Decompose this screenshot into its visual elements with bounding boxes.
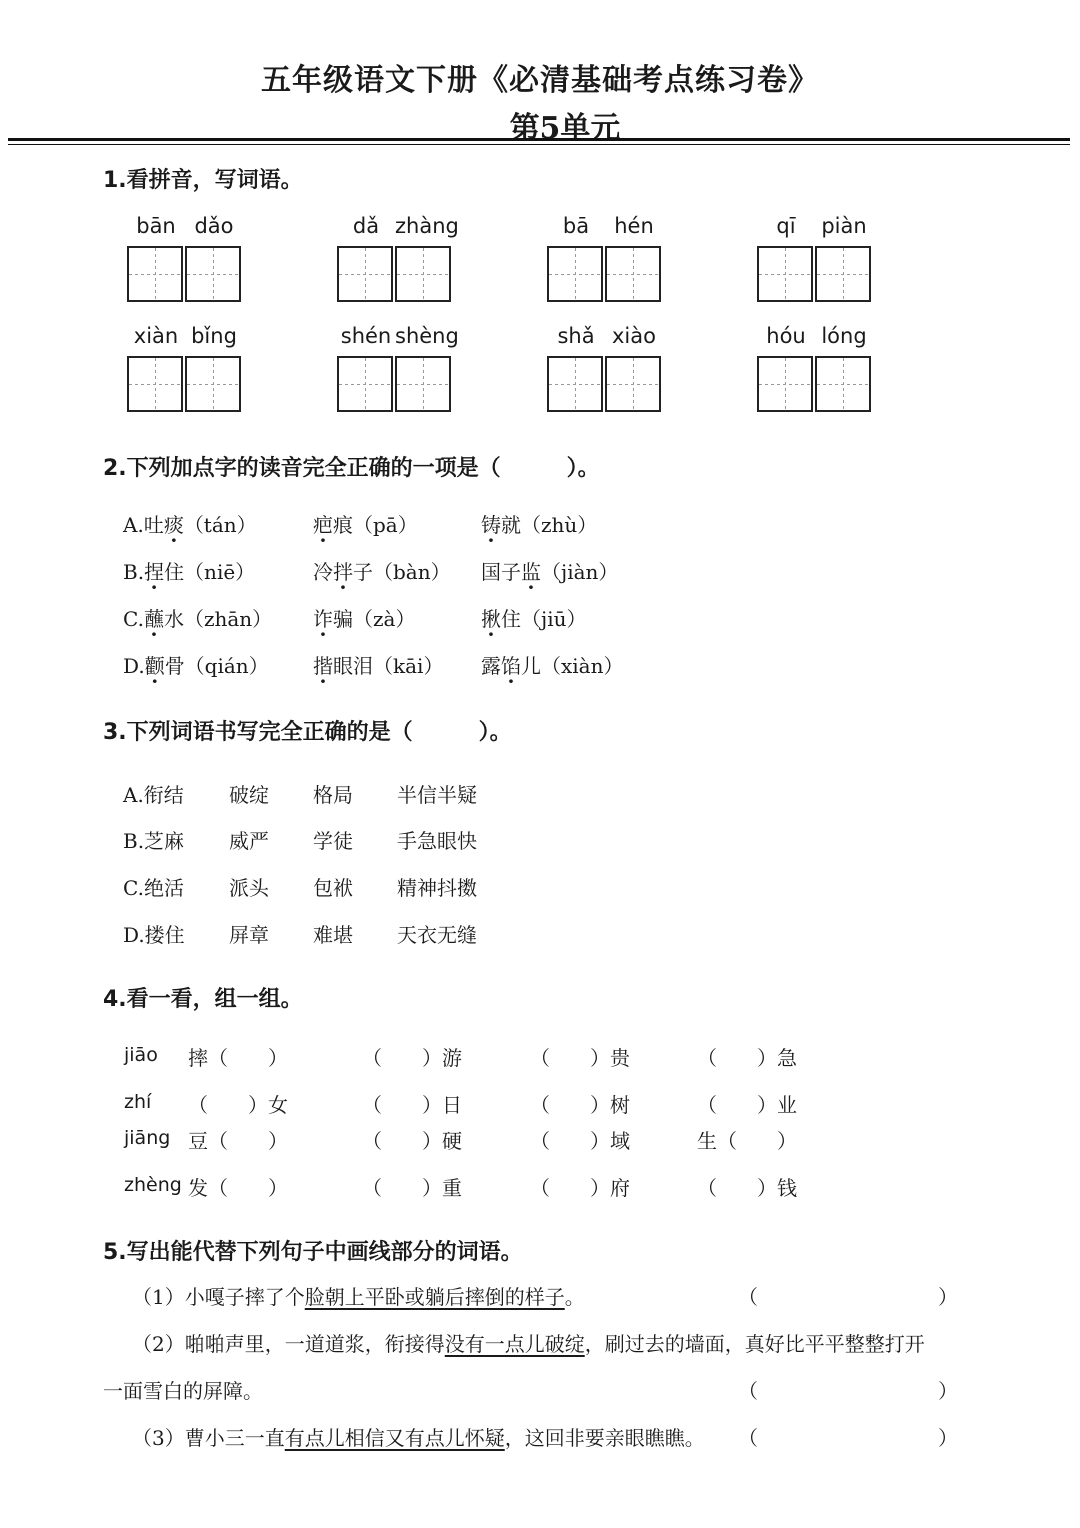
q5-blank-3[interactable]: （ ） [738,1426,958,1450]
q3-word: 威严 [229,829,269,853]
q5-sentence-2-line-2: 一面雪白的屏障。 [103,1379,263,1403]
q2-option-item [123,556,255,585]
q3-word: 手急眼快 [397,829,477,853]
q4-blank-cell[interactable]: （ ）钱 [697,1176,797,1200]
tianzige-writing-box[interactable] [395,246,451,302]
q4-blank-cell[interactable]: （ ）域 [530,1129,630,1153]
pinyin-syllable: hóu [766,324,806,348]
q3-word: 天衣无缝 [397,923,477,947]
pinyin-syllable: zhàng [395,214,459,238]
question-2-heading: 2.下列加点字的读音完全正确的一项是（ ）。 [103,456,600,481]
q5-s1-end: 。 [564,1285,585,1309]
q4-blank-cell[interactable]: （ ）重 [362,1176,462,1200]
q5-blank-2[interactable]: （ ） [738,1379,958,1403]
q3-word: D.搂住 [123,923,185,947]
pinyin-syllable: hén [614,214,654,238]
q3-word: C.绝活 [123,876,184,900]
q2-option-item [481,650,623,679]
q2-dotted-char: 蘸 [143,607,164,631]
header-rule-thick [8,138,1070,141]
q2-option-item [123,509,257,538]
q2-dotted-char: 揩 [313,654,333,678]
pinyin-syllable: xiào [612,324,656,348]
q2-dotted-char: 铸 [481,513,501,537]
q4-pinyin: zhí [124,1091,152,1113]
q2-option-prefix: D. [123,654,145,678]
q5-s2-text: （2）啪啪声里，一道道浆，衔接得 [132,1332,445,1356]
q3-word: 难堪 [313,923,353,947]
q5-s1-underlined: 脸朝上平卧或躺后摔倒的样子 [304,1285,565,1309]
q3-word: B.芝麻 [123,829,185,853]
tianzige-writing-box[interactable] [605,246,661,302]
tianzige-writing-box[interactable] [127,356,183,412]
q2-dotted-char: 疤 [313,513,333,537]
q2-option-prefix: C. [123,607,144,631]
tianzige-writing-box[interactable] [185,246,241,302]
q3-word: 派头 [229,876,269,900]
q2-dotted-char: 颧 [144,654,165,678]
q4-blank-cell[interactable]: 豆（ ） [188,1129,288,1153]
question-4-heading: 4.看一看，组一组。 [103,987,303,1012]
q2-dotted-char: 拌 [333,560,353,584]
tianzige-writing-box[interactable] [185,356,241,412]
q2-dotted-char: 诈 [313,607,333,631]
q5-s3-text: （3）曹小三一直 [132,1426,285,1450]
q2-option-prefix: A.吐 [123,513,164,537]
tianzige-writing-box[interactable] [337,356,393,412]
tianzige-writing-box[interactable] [337,246,393,302]
tianzige-writing-box[interactable] [127,246,183,302]
pinyin-syllable: shén [340,324,392,348]
question-1-heading: 1.看拼音，写词语。 [103,168,303,193]
q5-s2-end: ，刷过去的墙面，真好比平平整整打开 [584,1332,925,1356]
header-rule-thin [8,144,1070,145]
q4-blank-cell[interactable]: （ ）府 [530,1176,630,1200]
q2-option-item [313,509,418,538]
page-subtitle: 第5单元 [509,111,621,146]
q2-option-prefix: B. [123,560,145,584]
q3-word: 破绽 [229,783,269,807]
q4-blank-cell[interactable]: 摔（ ） [188,1046,288,1070]
q2-option-item [481,509,597,538]
q2-option-item [123,603,272,632]
q2-option-rest: 就（zhù） [501,513,598,537]
pinyin-syllable: bān [136,214,176,238]
q2-option-item [123,650,269,679]
q2-option-rest: 骨（qián） [164,654,269,678]
tianzige-writing-box[interactable] [605,356,661,412]
q2-dotted-char: 揪 [481,607,501,631]
pinyin-syllable: lóng [821,324,867,348]
q3-word: 屏章 [229,923,269,947]
q4-blank-cell[interactable]: （ ）树 [530,1093,630,1117]
pinyin-syllable: bā [562,214,590,238]
tianzige-writing-box[interactable] [815,246,871,302]
pinyin-syllable: qī [776,214,796,238]
page-title: 五年级语文下册《必清基础考点练习卷》 [261,63,819,98]
q2-option-item [313,603,415,632]
q2-option-item [481,556,618,585]
q2-option-rest: 住（jiū） [501,607,587,631]
q2-dotted-char: 馅 [501,654,521,678]
tianzige-writing-box[interactable] [757,356,813,412]
q4-blank-cell[interactable]: （ ）女 [188,1093,288,1117]
q3-word: 学徒 [313,829,353,853]
pinyin-syllable: bǐng [191,324,237,348]
tianzige-writing-box[interactable] [815,356,871,412]
q2-option-rest: 眼泪（kāi） [333,654,444,678]
q3-word: A.衔结 [123,783,184,807]
tianzige-writing-box[interactable] [757,246,813,302]
q3-word: 格局 [313,783,353,807]
q4-blank-cell[interactable]: 发（ ） [188,1176,288,1200]
q4-pinyin: jiāo [124,1044,158,1066]
q2-option-item [313,556,451,585]
pinyin-syllable: xiàn [133,324,179,348]
q2-option-rest: 住（niē） [164,560,256,584]
q4-blank-cell[interactable]: （ ）业 [697,1093,797,1117]
q5-sentence-2 [132,1328,925,1357]
q5-s2-underlined: 没有一点儿破绽 [444,1332,585,1356]
q2-option-rest: （jiàn） [541,560,619,584]
tianzige-writing-box[interactable] [547,356,603,412]
pinyin-syllable: shǎ [557,324,595,348]
q4-blank-cell[interactable]: （ ）游 [362,1046,462,1070]
q5-sentence-3 [132,1422,705,1451]
q2-option-rest: （tán） [183,513,257,537]
q2-option-item [481,603,586,632]
q3-word: 精神抖擞 [397,876,477,900]
q2-option-prefix: 冷 [313,560,333,584]
tianzige-writing-box[interactable] [547,246,603,302]
q5-s3-end: ，这回非要亲眼瞧瞧。 [504,1426,705,1450]
q2-dotted-char: 捏 [144,560,165,584]
pinyin-syllable: dǎ [352,214,380,238]
q2-option-rest: 子（bàn） [353,560,451,584]
q4-blank-cell[interactable]: （ ）急 [697,1046,797,1070]
question-3-heading: 3.下列词语书写完全正确的是（ ）。 [103,720,512,745]
q4-blank-cell[interactable]: （ ）硬 [362,1129,462,1153]
q2-option-item [313,650,443,679]
q5-sentence-1 [132,1281,585,1310]
q2-option-rest: 痕（pā） [333,513,418,537]
q4-pinyin: zhèng [124,1174,182,1196]
pinyin-syllable: shèng [395,324,459,348]
q2-option-prefix: 露 [481,654,501,678]
q5-blank-1[interactable]: （ ） [738,1285,958,1309]
pinyin-syllable: dǎo [194,214,234,238]
q4-pinyin: jiāng [124,1127,171,1149]
q2-option-rest: 水（zhān） [163,607,273,631]
pinyin-syllable: piàn [821,214,867,238]
q3-word: 包袱 [313,876,353,900]
q2-option-rest: 儿（xiàn） [521,654,624,678]
q4-blank-cell[interactable]: 生（ ） [697,1129,797,1153]
q2-option-rest: 骗（zà） [333,607,416,631]
q4-blank-cell[interactable]: （ ）贵 [530,1046,630,1070]
q2-dotted-char: 痰 [163,513,184,537]
tianzige-writing-box[interactable] [395,356,451,412]
q2-dotted-char: 监 [521,560,541,584]
q4-blank-cell[interactable]: （ ）日 [362,1093,462,1117]
q3-word: 半信半疑 [397,783,477,807]
q2-option-prefix: 国子 [481,560,521,584]
question-5-heading: 5.写出能代替下列句子中画线部分的词语。 [103,1240,523,1265]
q5-s3-underlined: 有点儿相信又有点儿怀疑 [284,1426,505,1450]
q5-s1-text: （1）小嘎子摔了个 [132,1285,305,1309]
